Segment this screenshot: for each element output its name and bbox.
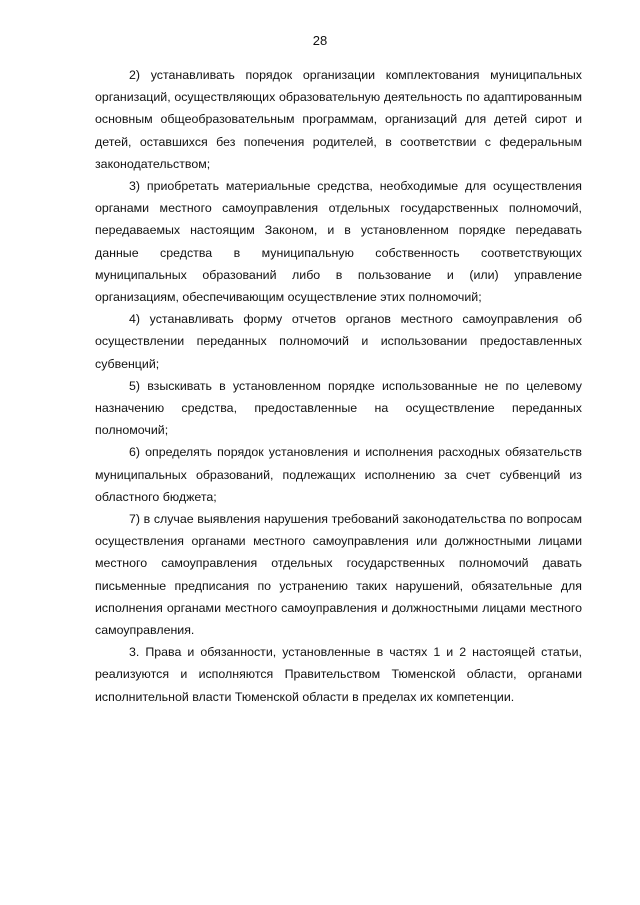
- paragraph-part-3: 3. Права и обязанности, установленные в частях 1 и 2 настоящей статьи, реализуются и исполняются Правительством Тюменской области, органами исполнительной власти Тюменской области в пределах их компетенции.: [95, 645, 582, 704]
- document-body: [95, 64, 582, 708]
- paragraph-item-6: 6) определять порядок установления и исполнения расходных обязательств муниципальных образований, подлежащих исполнению за счет субвенций из областного бюджета;: [95, 445, 582, 504]
- paragraph-item-2: 2) устанавливать порядок организации комплектования муниципальных организаций, осуществляющих образовательную деятельность по адаптированным основным общеобразовательным программам, организаций для детей сирот и детей, оставшихся без попечения родителей, в соответствии с федеральным законодательством;: [95, 68, 582, 171]
- page-number: 28: [312, 33, 328, 48]
- paragraph-item-7: 7) в случае выявления нарушения требований законодательства по вопросам осуществления органами местного самоуправления или должностными лицами местного самоуправления отдельных государственных полномочий давать письменные предписания по устранению таких нарушений, обязательные для исполнения органами местного самоуправления и должностными лицами местного самоуправления.: [95, 512, 582, 638]
- paragraph-item-4: 4) устанавливать форму отчетов органов местного самоуправления об осуществлении переданных полномочий и использовании предоставленных субвенций;: [95, 312, 582, 371]
- paragraph-item-5: 5) взыскивать в установленном порядке использованные не по целевому назначению средства, предоставленные на осуществление переданных полномочий;: [95, 378, 582, 438]
- paragraph-item-3: 3) приобретать материальные средства, необходимые для осуществления органами местного самоуправления отдельных государственных полномочий, передаваемых настоящим Законом, и в установленном порядке передавать данные средства в муниципальную собственность соответствующих муниципальных образований либо в пользование и (или) управление организациям, обеспечивающим осуществление этих полномочий;: [95, 179, 582, 305]
